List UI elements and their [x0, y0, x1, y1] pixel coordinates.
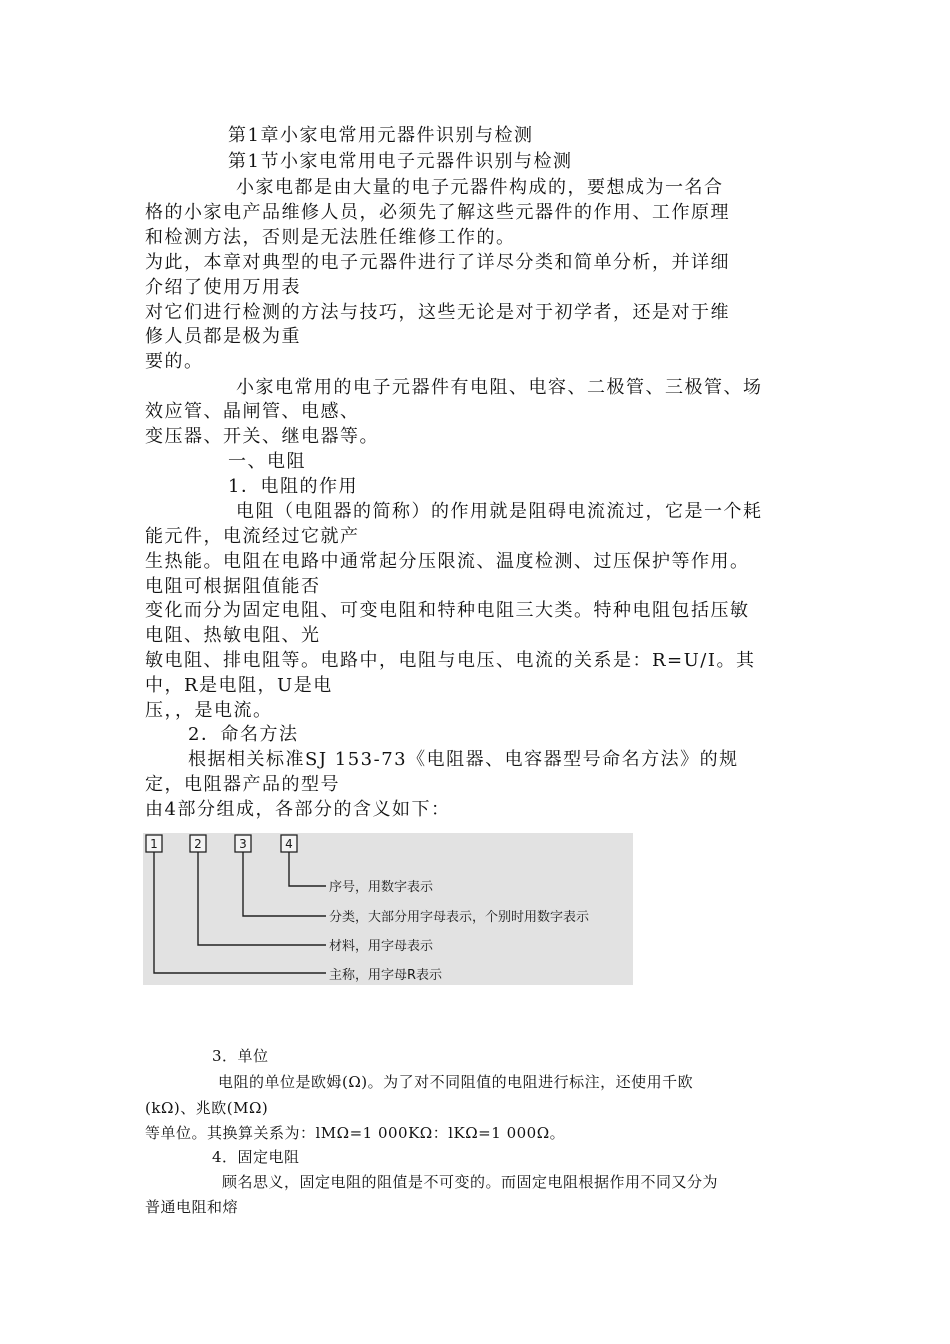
paragraph-line: 修人员都是极为重	[145, 326, 301, 347]
paragraph-line: 小家电都是由大量的电子元器件构成的，要想成为一名合	[236, 177, 724, 198]
paragraph-line: 变化而分为固定电阻、可变电阻和特种电阻三大类。特种电阻包括压敏	[145, 600, 750, 621]
paragraph-line: 介绍了使用万用表	[145, 277, 301, 298]
svg-text:1: 1	[150, 837, 158, 851]
paragraph-line: 压，，是电流。	[145, 700, 273, 721]
paragraph-line: 要的。	[145, 351, 204, 372]
heading-resistor: 一、电阻	[228, 451, 306, 472]
paragraph-line: 为此，本章对典型的电子元器件进行了详尽分类和简单分析，并详细	[145, 252, 730, 273]
model-naming-diagram	[143, 833, 633, 985]
svg-text:4: 4	[285, 837, 293, 851]
diagram-label-serial: 序号，用数字表示	[329, 880, 434, 895]
diagram-box-2	[190, 835, 206, 852]
paragraph-line: 能元件，电流经过它就产	[145, 526, 360, 547]
paragraph-line: 普通电阻和熔	[145, 1198, 239, 1216]
paragraph-line: 变压器、开关、继电器等。	[145, 426, 379, 447]
paragraph-line: 定，电阻器产品的型号	[145, 774, 340, 795]
svg-text:2: 2	[194, 837, 202, 851]
paragraph-line: (kΩ)、兆欧(MΩ)	[145, 1099, 269, 1117]
paragraph-line: 生热能。电阻在电路中通常起分压限流、温度检测、过压保护等作用。	[145, 551, 750, 572]
paragraph-line: 电阻的单位是欧姆(Ω)。为了对不同阻值的电阻进行标注，还使用千欧	[218, 1073, 694, 1091]
diagram-box-3	[235, 835, 251, 852]
svg-text:3: 3	[239, 837, 247, 851]
paragraph-line: 对它们进行检测的方法与技巧，这些无论是对于初学者，还是对于维	[145, 302, 730, 323]
chapter-title: 第1章小家电常用元器件识别与检测	[228, 125, 534, 146]
paragraph-line: 由4部分组成，各部分的含义如下：	[145, 799, 451, 820]
diagram-box-1	[146, 835, 162, 852]
subheading-fixed-resistor: 4．固定电阻	[212, 1148, 300, 1166]
subheading-function: 1．电阻的作用	[228, 476, 358, 497]
paragraph-line: 中，R是电阻，U是电	[145, 675, 333, 696]
diagram-label-main-name: 主称，用字母R表示	[329, 968, 443, 983]
subheading-unit: 3．单位	[212, 1047, 269, 1065]
diagram-label-category: 分类，大部分用字母表示，个别时用数字表示	[329, 910, 590, 925]
diagram-label-material: 材料，用字母表示	[329, 939, 434, 954]
paragraph-line: 效应管、晶闸管、电感、	[145, 401, 360, 422]
paragraph-line: 敏电阻、排电阻等。电路中，电阻与电压、电流的关系是：R=U/I。其	[145, 650, 756, 671]
subheading-naming: 2．命名方法	[188, 724, 299, 745]
paragraph-line: 小家电常用的电子元器件有电阻、电容、二极管、三极管、场	[236, 377, 763, 398]
diagram-box-4	[281, 835, 297, 852]
paragraph-line: 电阻、热敏电阻、光	[145, 625, 321, 646]
paragraph-line: 等单位。其换算关系为：lMΩ=1 000KΩ：lKΩ=1 000Ω。	[145, 1124, 566, 1142]
paragraph-line: 电阻（电阻器的简称）的作用就是阻碍电流流过，它是一个耗	[236, 501, 763, 522]
paragraph-line: 根据相关标准SJ 153-73《电阻器、电容器型号命名方法》的规	[188, 749, 739, 770]
section-title: 第1节小家电常用电子元器件识别与检测	[228, 151, 573, 172]
paragraph-line: 和检测方法，否则是无法胜任维修工作的。	[145, 227, 516, 248]
paragraph-line: 电阻可根据阻值能否	[145, 576, 321, 597]
paragraph-line: 格的小家电产品维修人员，必须先了解这些元器件的作用、工作原理	[145, 202, 730, 223]
paragraph-line: 顾名思义，固定电阻的阻值是不可变的。而固定电阻根据作用不同又分为	[222, 1173, 719, 1191]
